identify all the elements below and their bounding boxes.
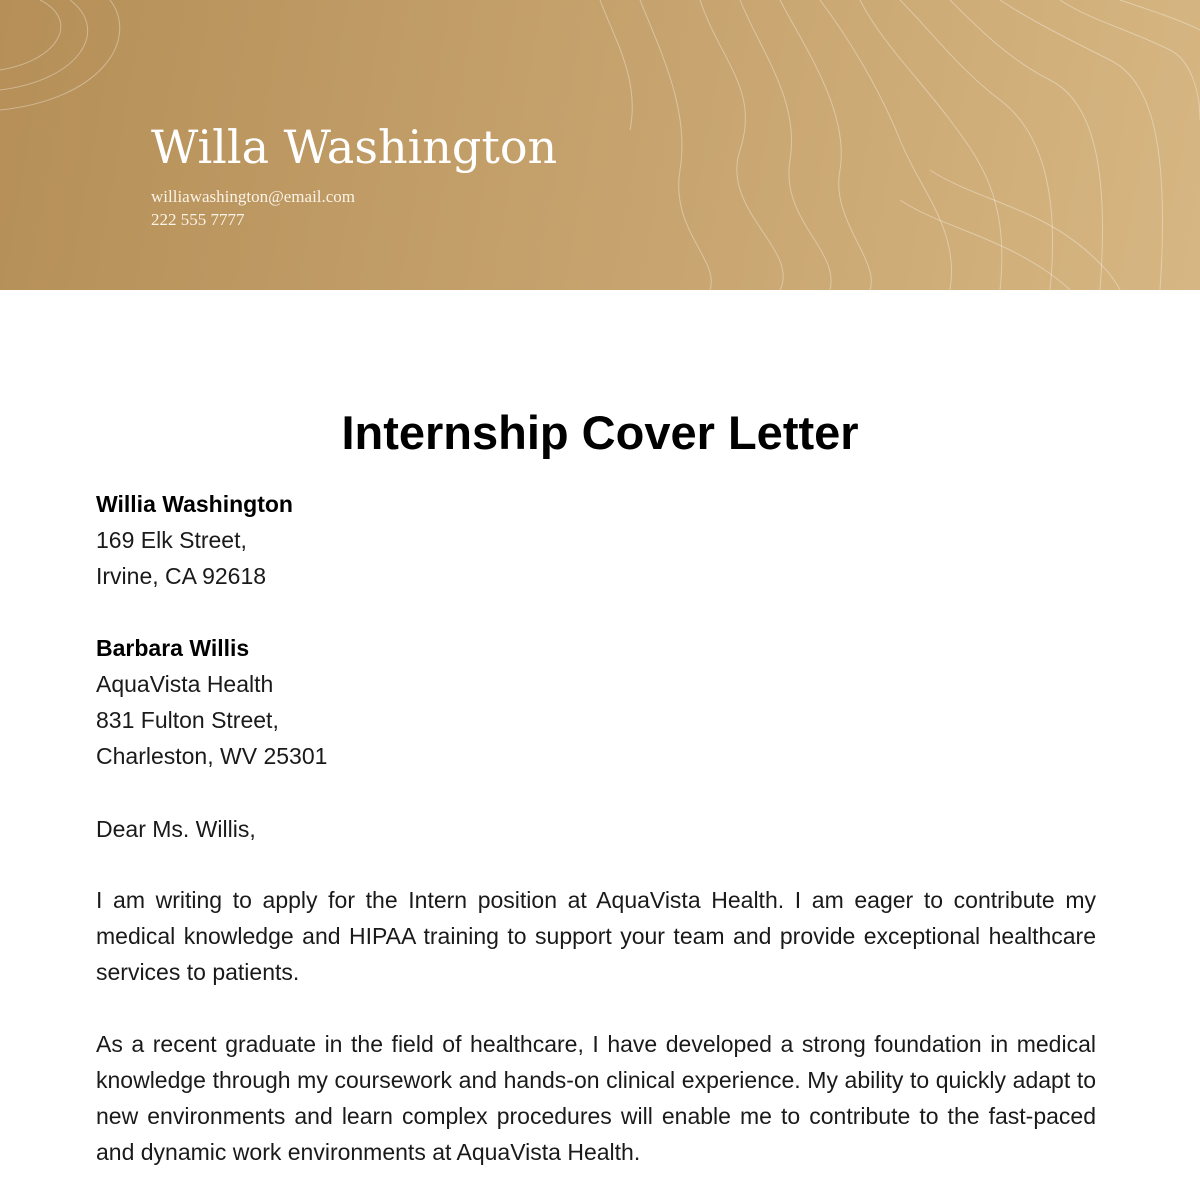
sender-address-line1: 169 Elk Street, bbox=[96, 527, 247, 553]
paragraph-1: I am writing to apply for the Intern position at AquaVista Health. I am eager to contribute my medical knowledge and HIPAA training to support your team and provide exceptional healthcare services to patients. bbox=[96, 887, 1096, 985]
page-title: Internship Cover Letter bbox=[341, 406, 859, 459]
salutation: Dear Ms. Willis, bbox=[96, 816, 256, 842]
sender-name: Willia Washington bbox=[96, 491, 293, 517]
recipient-address-line1: 831 Fulton Street, bbox=[96, 707, 279, 733]
paragraph-2: As a recent graduate in the field of healthcare, I have developed a strong foundation in medical knowledge through my coursework and hands-on clinical experience. My ability to quickly adapt to new environments and learn complex procedures will enable me to contribute to the fast-paced and dynamic work environments at AquaVista Health. bbox=[96, 1031, 1096, 1165]
header-email: williawashington@email.com bbox=[151, 187, 356, 206]
header-phone: 222 555 7777 bbox=[151, 210, 245, 229]
sender-address-block bbox=[96, 486, 1096, 594]
recipient-company: AquaVista Health bbox=[96, 671, 274, 697]
header-banner bbox=[0, 0, 1200, 290]
recipient-address-block bbox=[96, 630, 1096, 774]
sender-address-line2: Irvine, CA 92618 bbox=[96, 563, 267, 589]
recipient-name: Barbara Willis bbox=[96, 635, 250, 661]
recipient-address-line2: Charleston, WV 25301 bbox=[96, 743, 328, 769]
header-name: Willa Washington bbox=[151, 120, 558, 174]
